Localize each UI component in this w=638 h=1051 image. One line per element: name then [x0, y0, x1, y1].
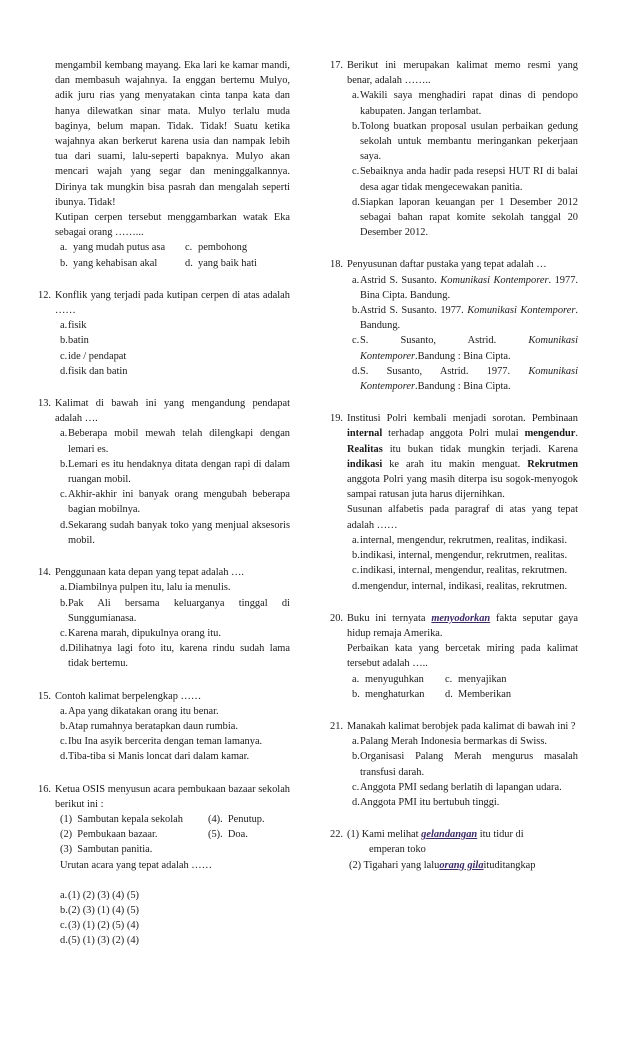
q18-option: [330, 333, 578, 363]
q14-option-text: Diambilnya pulpen itu, lalu ia menulis.: [68, 582, 231, 594]
q16-item: (5). Doa.: [208, 829, 248, 841]
q22-line-2: [330, 858, 578, 873]
q17-stem: [330, 58, 578, 88]
q18-option-title: Komunikasi Kontemporer: [360, 335, 578, 362]
q12-stem: [38, 288, 290, 318]
q18-option-label: b.: [352, 305, 360, 317]
q11-option-c: pembohong: [198, 242, 248, 254]
question-15: [38, 689, 290, 765]
q22-number: 22.: [330, 829, 343, 841]
q13-option-text: Beberapa mobil mewah telah dilengkapi dengan lemari es.: [68, 428, 290, 455]
q17-option-label: d.: [352, 196, 360, 208]
q11-options-row1: [38, 240, 290, 255]
q13-stem: [38, 396, 290, 426]
q20-option-d-label: d.: [445, 688, 453, 700]
q14-option: [38, 626, 290, 641]
q19-option-label: c.: [352, 565, 360, 577]
question-22: [330, 827, 578, 873]
q18-option-label: d.: [352, 365, 360, 377]
q17-option: [330, 195, 578, 241]
q16-option-text: (1) (2) (3) (4) (5): [68, 889, 139, 901]
q17-option-label: a.: [352, 90, 360, 102]
q12-option-label: a.: [60, 320, 68, 332]
q11-option-c-label: c.: [185, 242, 193, 254]
q19-paragraph: [330, 411, 578, 502]
q14-stem: [38, 565, 290, 580]
q20-underlined-word: menyodorkan: [431, 612, 491, 624]
q13-number: 13.: [38, 398, 51, 410]
q13-text: Kalimat di bawah ini yang mengandung pendapat adalah ….: [55, 398, 290, 425]
q20-prompt: Perbaikan kata yang bercetak miring pada kalimat tersebut adalah …..: [347, 643, 578, 670]
q15-option-label: d.: [60, 751, 68, 763]
story-passage: mengambil kembang mayang. Eka lari ke kamar mandi, dan membasuh wajahnya. Ia enggan bertemu Mulyo, adik juru rias yang menyatakan cinta tanpa kata dan hanya dilewatkan sinar mata. Mulyo terlalu muda baginya, belum mapan. Tidak. Tidak! Suatu ketika wajahnya akan berkerut karena usia dan nampak lebih tua dari suami, lalu-seperti bapaknya. Mulyo akan mencari wajah yang segar dan meninggalkannya. Dirinya tak mungkin bisa pasrah dan mengalah seperti ibunya. Tidak!: [55, 60, 290, 208]
q20-option-a: menyuguhkan: [365, 673, 424, 685]
q11-option-a: yang mudah putus asa: [73, 242, 166, 254]
q16-text: Ketua OSIS menyusun acara pembukaan bazaar sekolah berikut ini :: [55, 783, 290, 810]
q15-option-text: Ibu Ina asyik bercerita dengan teman lamanya.: [68, 736, 263, 748]
q12-option-text: ide / pendapat: [68, 350, 127, 362]
q12-option-text: fisik dan batin: [68, 365, 128, 377]
q21-stem: [330, 719, 578, 734]
q17-option-label: b.: [352, 120, 360, 132]
q11-option-d-label: d.: [185, 257, 193, 269]
q13-option-label: a.: [60, 428, 68, 440]
q22-text: ituditangkap: [483, 859, 536, 871]
q19-word-mengendur: mengendur: [524, 428, 576, 440]
q21-option-text: Organisasi Palang Merah mengurus masalah transfusi darah.: [360, 751, 578, 778]
q18-option-title: Komunikasi Kontemporer: [360, 365, 578, 393]
q14-option: [38, 580, 290, 595]
q16-item: (4). Penutup.: [208, 813, 265, 825]
q22-line-1-cont: emperan toko: [369, 844, 426, 856]
q17-option: [330, 164, 578, 194]
q19-word-rekrutmen: Rekrutmen: [527, 458, 578, 470]
q16-option: [38, 888, 290, 903]
q14-option: [38, 596, 290, 626]
q15-option: [38, 704, 290, 719]
q14-option-text: Pak Ali bersama keluarganya tinggal di Sunggumianasa.: [68, 597, 290, 624]
q14-option-label: c.: [60, 627, 68, 639]
q15-option: [38, 749, 290, 764]
q16-item: (2) Pembukaan bazaar.: [60, 829, 158, 841]
q22-underlined-phrase: orang gila: [439, 859, 484, 871]
q19-option-label: a.: [352, 534, 360, 546]
q18-option-publisher: . Bandung.: [360, 305, 578, 332]
q20-text: fakta seputar gaya hidup remaja Amerika.: [347, 612, 578, 639]
q21-option-label: a.: [352, 736, 360, 748]
question-19: [330, 411, 578, 593]
q11-option-b-label: b.: [60, 257, 68, 269]
q18-option-author: S. Susanto, Astrid. 1977.: [360, 365, 529, 377]
q14-option: [38, 641, 290, 671]
question-20: [330, 611, 578, 702]
q21-option: [330, 734, 578, 749]
q21-option-text: Palang Merah Indonesia bermarkas di Swiss.: [360, 736, 547, 748]
q18-option-publisher: .Bandung : Bina Cipta.: [415, 350, 511, 362]
q19-word-realitas: Realitas: [347, 443, 383, 455]
q12-option-label: d.: [60, 365, 68, 377]
q14-option-text: Karena marah, dipukulnya orang itu.: [68, 627, 221, 639]
q22-underlined-word: gelandangan: [421, 829, 478, 841]
q16-prompt: Urutan acara yang tepat adalah ……: [60, 859, 213, 871]
q18-option-publisher: .Bandung : Bina Cipta.: [415, 381, 511, 393]
q18-option-publisher: . 1977. Bina Cipta. Bandung.: [360, 274, 578, 301]
q13-option-label: c.: [60, 489, 68, 501]
q15-option: [38, 719, 290, 734]
q20-option-a-label: a.: [352, 673, 360, 685]
q19-option-text: indikasi, internal, mengendur, realitas, rekrutmen.: [360, 565, 568, 577]
q16-option-label: a.: [60, 889, 68, 901]
question-14: [38, 565, 290, 671]
q18-option-label: c.: [352, 335, 360, 347]
q17-option-text: Sebaiknya anda hadir pada resepsi HUT RI di balai desa agar tidak mengecewakan panitia.: [360, 166, 578, 193]
question-13: [38, 396, 290, 548]
q13-option: [38, 457, 290, 487]
q16-item-row: [38, 827, 290, 842]
q13-option: [38, 426, 290, 456]
spacer: [38, 873, 290, 888]
q18-stem: [330, 257, 578, 272]
q13-option-text: Lemari es itu hendaknya ditata dengan rapi di dalam ruangan mobil.: [68, 458, 290, 486]
q19-option-label: d.: [352, 580, 360, 592]
q12-number: 12.: [38, 289, 51, 301]
q12-option-label: c.: [60, 350, 68, 362]
q16-number: 16.: [38, 783, 51, 795]
q16-option-label: b.: [60, 904, 68, 916]
q15-text: Contoh kalimat berpelengkap ……: [55, 690, 202, 702]
q19-prompt: Susunan alfabetis pada paragraf di atas yang tepat adalah ……: [347, 504, 578, 531]
q13-option: [38, 487, 290, 517]
q16-option-text: (3) (1) (2) (5) (4): [68, 920, 139, 932]
q12-option: [38, 349, 290, 364]
q21-option-text: Anggota PMI sedang berlatih di lapangan udara.: [360, 781, 562, 793]
q19-text: terhadap anggota Polri mulai: [382, 428, 525, 440]
q22-text: (1) Kami melihat: [347, 829, 422, 841]
q12-option-text: batin: [68, 335, 89, 347]
q14-option-label: a.: [60, 582, 68, 594]
q13-option-text: Sekarang sudah banyak toko yang menjual aksesoris mobil.: [68, 519, 290, 546]
q13-option: [38, 518, 290, 548]
q16-option-text: (2) (3) (1) (4) (5): [68, 904, 139, 916]
q14-number: 14.: [38, 567, 51, 579]
q20-options-row2: [330, 687, 578, 702]
q12-option-label: b.: [60, 335, 68, 347]
q17-option: [330, 119, 578, 165]
q20-options-row1: [330, 672, 578, 687]
left-column: [38, 58, 290, 966]
q16-option-label: d.: [60, 935, 68, 947]
q16-item: (1) Sambutan kepala sekolah: [60, 813, 183, 825]
q21-text: Manakah kalimat berobjek pada kalimat di bawah ini ?: [347, 720, 576, 732]
q19-option-text: indikasi, internal, mengendur, rekrutmen, realitas.: [360, 550, 568, 562]
q19-word-internal: internal: [347, 428, 383, 440]
q20-text: Buku ini ternyata: [347, 612, 432, 624]
q19-option-text: internal, mengendur, rekrutmen, realitas, indikasi.: [360, 534, 568, 546]
q19-word-indikasi: indikasi: [347, 458, 383, 470]
q18-option-author: S. Susanto, Astrid.: [360, 335, 529, 347]
q21-option-label: d.: [352, 796, 360, 808]
q18-option: [330, 364, 578, 394]
q17-option-text: Siapkan laporan keuangan per 1 Desember 2012 sebagai bahan rapat komite sekolah tanggal 20 Desember 2012.: [360, 196, 578, 239]
question-18: [330, 257, 578, 394]
q19-text: Institusi Polri kembali menjadi sorotan. Pembinaan: [347, 413, 578, 425]
q21-option-text: Anggota PMI itu bertubuh tinggi.: [360, 796, 500, 808]
question-21: [330, 719, 578, 810]
q11-option-a-label: a.: [60, 242, 68, 254]
q12-option-text: fisik: [68, 320, 87, 332]
q21-option: [330, 795, 578, 810]
q19-option: [330, 563, 578, 578]
q11-prompt: Kutipan cerpen tersebut menggambarkan watak Eka sebagai orang ……...: [55, 212, 290, 239]
q19-number: 19.: [330, 413, 343, 425]
q19-option-label: b.: [352, 550, 360, 562]
q20-stem: [330, 611, 578, 641]
q11-options-row2: [38, 256, 290, 271]
q18-option-label: a.: [352, 274, 360, 286]
q15-option-label: c.: [60, 736, 68, 748]
q14-option-label: d.: [60, 643, 68, 655]
q19-text: anggota Polri yang masih diterpa isu sogok-menyogok sampai ratusan juta harus dijernihkan.: [347, 474, 578, 501]
q15-option-text: Apa yang dikatakan orang itu benar.: [68, 705, 219, 717]
q17-option-text: Wakili saya menghadiri rapat dinas di pendopo kabupaten. Jangan terlambat.: [360, 90, 578, 117]
q19-option-text: mengendur, internal, indikasi, realitas, rekrutmen.: [360, 580, 568, 592]
q12-text: Konflik yang terjadi pada kutipan cerpen di atas adalah ……: [55, 289, 290, 317]
q22-text: itu tidur di: [477, 829, 524, 841]
q17-option-label: c.: [352, 166, 360, 178]
q19-text: ke arah itu makin menguat.: [382, 458, 528, 470]
q15-option-label: a.: [60, 705, 68, 717]
question-17: [330, 58, 578, 240]
q19-option: [330, 533, 578, 548]
q20-option-b: menghaturkan: [365, 688, 425, 700]
q18-option-title: Komunikasi Kontemporer: [440, 274, 549, 286]
q19-option: [330, 579, 578, 594]
q20-option-d: Memberikan: [458, 688, 512, 700]
q16-stem: [38, 782, 290, 812]
q16-option: [38, 918, 290, 933]
q14-option-label: b.: [60, 597, 68, 609]
q15-option-text: Tiba-tiba si Manis loncat dari dalam kamar.: [68, 751, 250, 763]
q16-option: [38, 903, 290, 918]
q14-text: Penggunaan kata depan yang tepat adalah ….: [55, 567, 244, 579]
q20-option-b-label: b.: [352, 688, 360, 700]
q20-number: 20.: [330, 612, 343, 624]
q18-option-author: Astrid S. Susanto.: [360, 274, 441, 286]
q19-text: .: [575, 428, 578, 440]
q22-line-1: [330, 827, 578, 842]
q18-option-title: Komunikasi Kontemporer: [467, 305, 576, 317]
q22-text: (2) Tigahari yang lalu: [349, 859, 440, 871]
q13-option-label: d.: [60, 519, 68, 531]
q14-option-text: Dilihatnya lagi foto itu, karena rindu sudah lama tidak bertemu.: [68, 643, 290, 670]
q18-number: 18.: [330, 259, 343, 271]
q21-option-label: c.: [352, 781, 360, 793]
right-column: [330, 58, 578, 873]
q16-option: [38, 933, 290, 948]
q11-option-b: yang kehabisan akal: [73, 257, 158, 269]
q20-option-c-label: c.: [445, 673, 453, 685]
question-16: [38, 782, 290, 949]
q19-option: [330, 548, 578, 563]
q13-option-text: Akhir-akhir ini banyak orang mengubah beberapa bagian mobilnya.: [68, 489, 290, 516]
q16-item: (3) Sambutan panitia.: [60, 844, 153, 856]
q16-item-row: [38, 812, 290, 827]
q18-option: [330, 273, 578, 303]
q11-option-d: yang baik hati: [198, 257, 257, 269]
q16-item-row: [38, 842, 290, 857]
q21-option: [330, 780, 578, 795]
q12-option: [38, 318, 290, 333]
q21-option: [330, 749, 578, 779]
q20-option-c: menyajikan: [458, 673, 507, 685]
q15-option-text: Atap rumahnya beratapkan daun rumbia.: [68, 720, 238, 732]
q16-option-text: (5) (1) (3) (2) (4): [68, 935, 139, 947]
q15-number: 15.: [38, 690, 51, 702]
q12-option: [38, 364, 290, 379]
q19-text: itu bukan tidak mungkin terjadi. Karena: [382, 443, 578, 455]
question-12: [38, 288, 290, 379]
q18-option: [330, 303, 578, 333]
q21-option-label: b.: [352, 751, 360, 763]
q15-option: [38, 734, 290, 749]
q17-option-text: Tolong buatkan proposal usulan perbaikan gedung sekolah untuk membantu meringankan pekerjaan saya.: [360, 120, 578, 163]
q17-option: [330, 88, 578, 118]
q12-option: [38, 333, 290, 348]
q15-stem: [38, 689, 290, 704]
q18-text: Penyusunan daftar pustaka yang tepat adalah …: [347, 259, 547, 271]
q15-option-label: b.: [60, 720, 68, 732]
q21-number: 21.: [330, 720, 343, 732]
q13-option-label: b.: [60, 458, 68, 470]
q17-number: 17.: [330, 60, 343, 71]
q18-option-author: Astrid S. Susanto. 1977.: [360, 305, 468, 317]
q17-text: Berikut ini merupakan kalimat memo resmi yang benar, adalah ……..: [347, 60, 578, 87]
q16-option-label: c.: [60, 920, 68, 932]
